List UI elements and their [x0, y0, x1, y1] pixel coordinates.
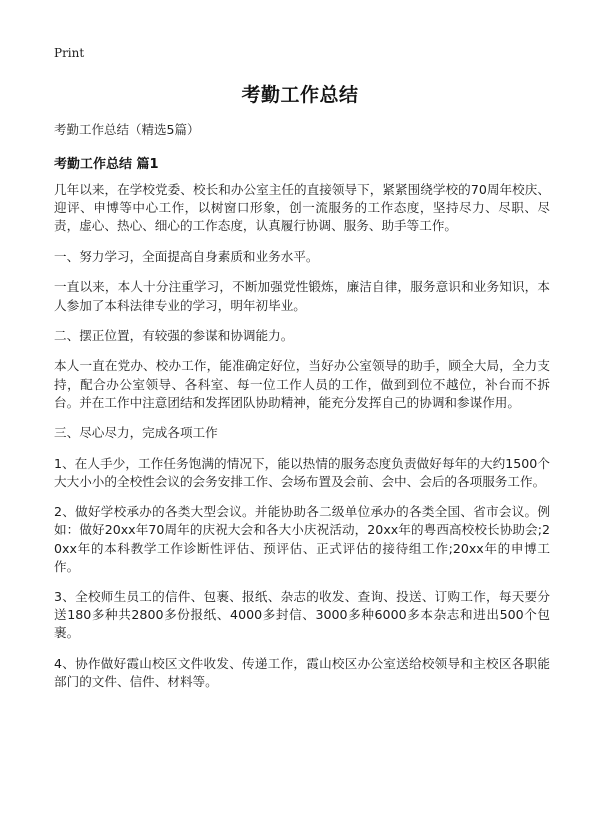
paragraph-heading-3: 三、尽心尽力，完成各项工作	[54, 425, 218, 441]
paragraph-item-4: 4、协作做好霞山校区文件收发、传递工作，霞山校区办公室送给校领导和主校区各职能部门的文件、信件、材料等。	[54, 655, 550, 689]
paragraph-position: 本人一直在党办、校办工作，能准确定好位，当好办公室领导的助手，顾全大局，全力支持，配合办公室领导、各科室、每一位工作人员的工作，做到到位不越位，补台而不拆台。并在工作中注意团结和发挥团队协助精神，能充分发挥自己的协调和参谋作用。	[54, 358, 550, 410]
paragraph-heading-2: 二、摆正位置，有较强的参谋和协调能力。	[54, 327, 294, 343]
paragraph-study: 一直以来，本人十分注重学习，不断加强党性锻炼，廉洁自律，服务意识和业务知识，本人参加了本科法律专业的学习，明年初毕业。	[54, 279, 550, 313]
paragraph-intro: 几年以来，在学校党委、校长和办公室主任的直接领导下，紧紧围绕学校的70周年校庆、迎评、申博等中心工作，以树窗口形象，创一流服务的工作态度，坚持尽力、尽职、尽责，虚心、热心、细心的工作态度，认真履行协调、服务、助手等工作。	[54, 182, 550, 234]
paragraph-item-1: 1、在人手少，工作任务饱满的情况下，能以热情的服务态度负责做好每年的大约1500个大大小小的全校性会议的会务安排工作、会场布置及会前、会中、会后的各项服务工作。	[54, 455, 550, 489]
paragraph-item-2: 2、做好学校承办的各类大型会议。并能协助各二级单位承办的各类全国、省市会议。例如：做好20xx年70周年的庆祝大会和各大小庆祝活动，20xx年的粤西高校校长协助会;20xx年的本科教学工作诊断性评估、预评估、正式评估的接待组工作;20xx年的申博工作。	[54, 504, 550, 574]
print-link[interactable]: Print	[54, 46, 85, 60]
page-title: 考勤工作总结	[241, 84, 359, 106]
paragraph-item-3: 3、全校师生员工的信件、包裹、报纸、杂志的收发、查询、投送、订购工作，每天要分送180多种共2800多份报纸、4000多封信、3000多种6000多本杂志和进出500个包裹。	[54, 588, 550, 641]
document-subtitle: 考勤工作总结（精选5篇）	[54, 122, 200, 137]
paragraph-heading-1: 一、努力学习，全面提高自身素质和业务水平。	[54, 248, 319, 264]
section-heading: 考勤工作总结 篇1	[54, 157, 159, 172]
document-body	[54, 181, 550, 703]
